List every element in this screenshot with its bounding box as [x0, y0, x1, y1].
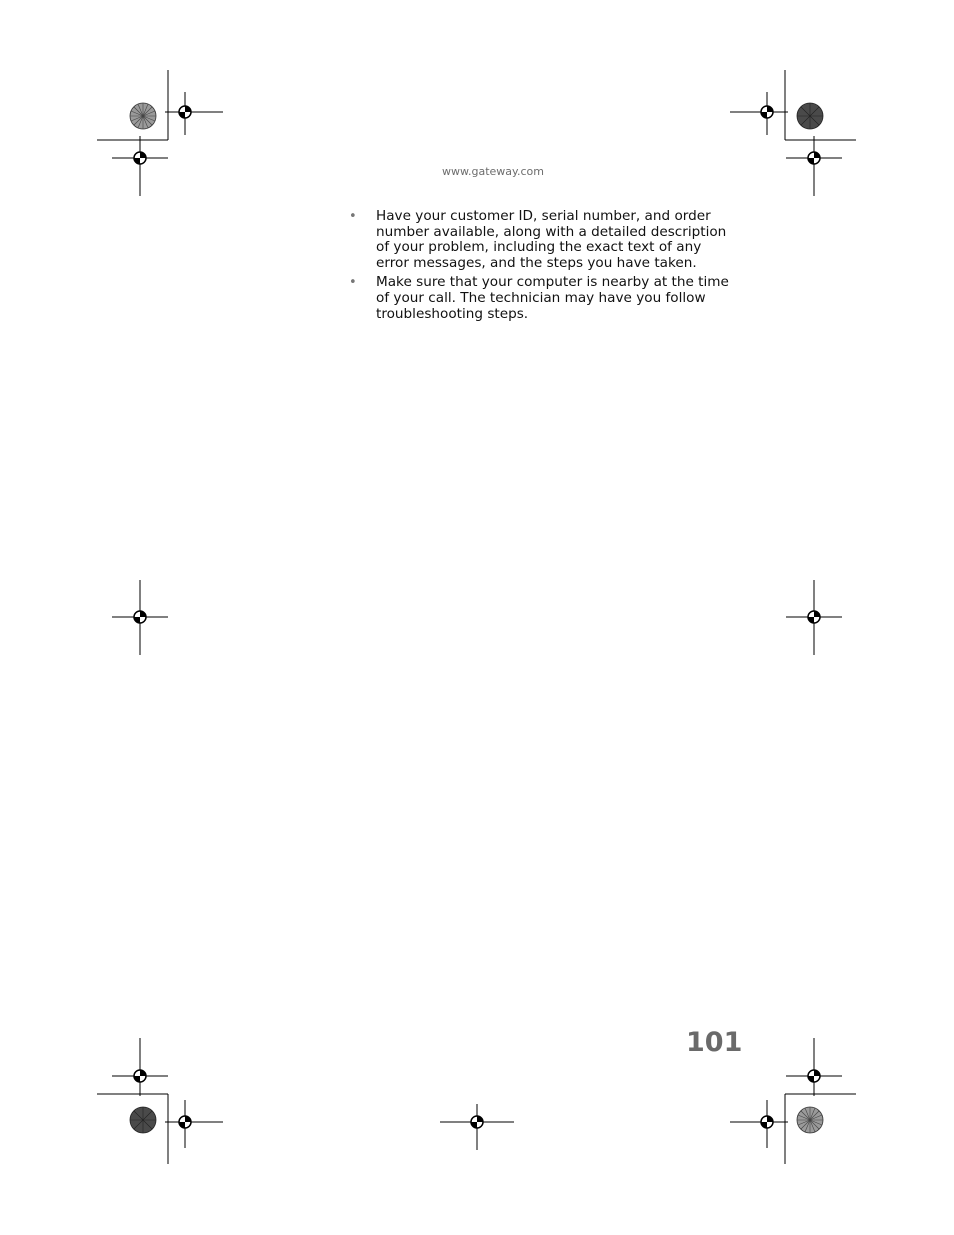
registration-target-icon: [808, 611, 820, 623]
registration-target-icon: [134, 152, 146, 164]
bullet-text: Have your customer ID, serial number, and order number available, along with a detailed description of your problem, including the exact text of any error messages, and the steps you have taken.: [376, 208, 727, 271]
bullet-icon: •: [349, 209, 357, 224]
starburst-icon: [797, 1107, 823, 1133]
bullet-icon: •: [349, 275, 357, 291]
registration-target-icon: [134, 611, 146, 623]
registration-target-icon: [471, 1116, 483, 1128]
bullet-text: Make sure that your computer is nearby at the time of your call. The technician may have you follow troubleshooting steps.: [376, 274, 729, 322]
registration-target-icon: [808, 1070, 820, 1082]
list-item: [347, 209, 737, 271]
registration-target-icon: [179, 106, 191, 118]
header-url: www.gateway.com: [442, 165, 544, 178]
registration-target-icon: [179, 1116, 191, 1128]
bullet-list: [347, 209, 737, 326]
registration-target-icon: [761, 1116, 773, 1128]
starburst-icon: [130, 103, 156, 129]
registration-target-icon: [761, 106, 773, 118]
crop-marks-middle: [112, 580, 842, 655]
registration-target-icon: [808, 152, 820, 164]
registration-target-icon: [134, 1070, 146, 1082]
starburst-icon: [130, 1107, 156, 1133]
page-number: 101: [686, 1027, 743, 1058]
list-item: [347, 275, 737, 322]
starburst-icon: [797, 103, 823, 129]
